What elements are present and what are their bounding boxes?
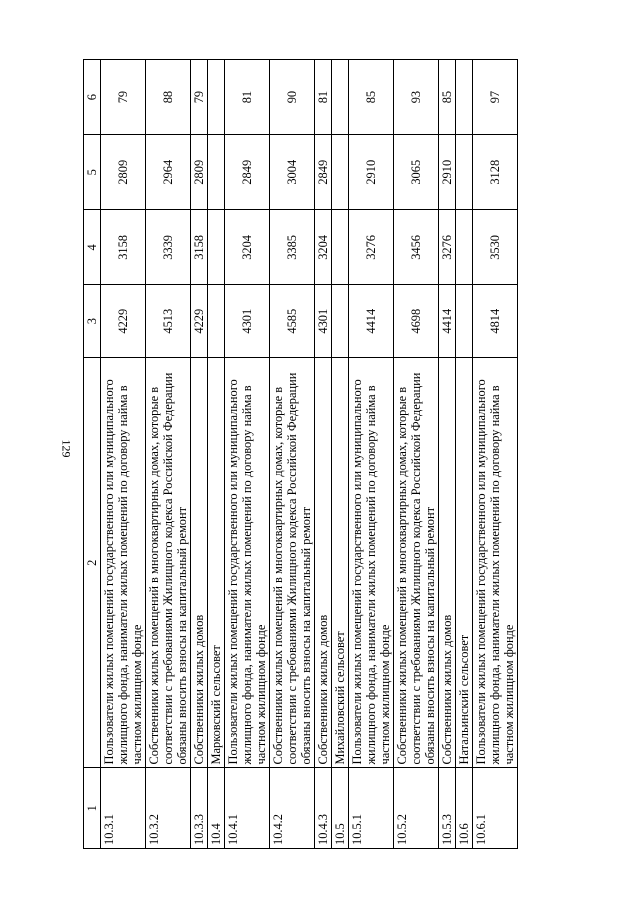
row-description-cell: Марковский сельсовет — [208, 357, 225, 768]
row-value-col3 — [208, 285, 225, 357]
row-value-col3: 4513 — [146, 285, 191, 357]
row-value-col5: 2964 — [146, 135, 191, 210]
row-value-col4: 3276 — [349, 210, 394, 285]
row-code-cell: 10.4.3 — [315, 768, 332, 849]
row-value-col5 — [208, 135, 225, 210]
row-description-cell: Собственники жилых помещений в многоквартирных домах, которые в соответствии с требованиями Жилищного кодекса Российской Федерации обязаны вносить взносы на капитальный ремонт — [394, 357, 439, 768]
row-code-cell: 10.3.2 — [146, 768, 191, 849]
header-cell: 2 — [84, 357, 101, 768]
row-code-cell: 10.5.2 — [394, 768, 439, 849]
row-value-col3: 4414 — [439, 285, 456, 357]
row-value-col6: 85 — [439, 60, 456, 135]
row-code-cell: 10.6.1 — [473, 768, 518, 849]
row-value-col6: 93 — [394, 60, 439, 135]
row-value-col4: 3158 — [101, 210, 146, 285]
table-row — [270, 60, 315, 849]
row-value-col6: 88 — [146, 60, 191, 135]
row-value-col6: 85 — [349, 60, 394, 135]
row-value-col5: 2849 — [315, 135, 332, 210]
row-description-cell: Собственники жилых помещений в многоквартирных домах, которые в соответствии с требованиями Жилищного кодекса Российской Федерации обязаны вносить взносы на капитальный ремонт — [270, 357, 315, 768]
row-value-col4: 3339 — [146, 210, 191, 285]
table-row — [332, 60, 349, 849]
row-value-col5 — [332, 135, 349, 210]
row-value-col3: 4698 — [394, 285, 439, 357]
header-cell: 3 — [84, 285, 101, 357]
row-description-cell: Пользователи жилых помещений государственного или муниципального жилищного фонда, наниматели жилых помещений по договору найма в частном жилищном фонде — [101, 357, 146, 768]
row-value-col3: 4229 — [191, 285, 208, 357]
row-value-col6 — [332, 60, 349, 135]
row-value-col5: 2910 — [439, 135, 456, 210]
row-value-col5: 3065 — [394, 135, 439, 210]
row-value-col4: 3204 — [315, 210, 332, 285]
row-value-col4: 3456 — [394, 210, 439, 285]
row-value-col3: 4229 — [101, 285, 146, 357]
row-code-cell: 10.4.2 — [270, 768, 315, 849]
header-cell: 6 — [84, 60, 101, 135]
row-value-col3: 4301 — [315, 285, 332, 357]
row-description-cell: Пользователи жилых помещений государственного или муниципального жилищного фонда, наниматели жилых помещений по договору найма в частном жилищном фонде — [473, 357, 518, 768]
table-row — [146, 60, 191, 849]
table-row — [349, 60, 394, 849]
table-row — [473, 60, 518, 849]
row-description-cell: Собственники жилых помещений в многоквартирных домах, которые в соответствии с требованиями Жилищного кодекса Российской Федерации обязаны вносить взносы на капитальный ремонт — [146, 357, 191, 768]
row-code-cell: 10.4 — [208, 768, 225, 849]
table-row — [456, 60, 473, 849]
row-value-col3: 4301 — [225, 285, 270, 357]
row-value-col6: 79 — [101, 60, 146, 135]
row-value-col3 — [456, 285, 473, 357]
row-value-col6: 81 — [225, 60, 270, 135]
row-value-col4: 3530 — [473, 210, 518, 285]
row-value-col5: 2809 — [191, 135, 208, 210]
row-description-cell: Пользователи жилых помещений государственного или муниципального жилищного фонда, наниматели жилых помещений по договору найма в частном жилищном фонде — [225, 357, 270, 768]
row-value-col4: 3385 — [270, 210, 315, 285]
row-value-col5: 2910 — [349, 135, 394, 210]
table-row — [315, 60, 332, 849]
row-code-cell: 10.5 — [332, 768, 349, 849]
row-code-cell: 10.4.1 — [225, 768, 270, 849]
row-value-col5: 3128 — [473, 135, 518, 210]
row-description-cell: Собственники жилых домов — [439, 357, 456, 768]
row-description-cell: Собственники жилых домов — [315, 357, 332, 768]
row-description-cell: Собственники жилых домов — [191, 357, 208, 768]
row-description-cell: Натальинский сельсовет — [456, 357, 473, 768]
tariff-table — [83, 59, 518, 849]
row-code-cell: 10.5.3 — [439, 768, 456, 849]
row-value-col3: 4414 — [349, 285, 394, 357]
row-value-col6 — [456, 60, 473, 135]
row-value-col3 — [332, 285, 349, 357]
row-value-col3: 4814 — [473, 285, 518, 357]
row-value-col6: 79 — [191, 60, 208, 135]
row-value-col5 — [456, 135, 473, 210]
row-code-cell: 10.6 — [456, 768, 473, 849]
row-value-col4: 3276 — [439, 210, 456, 285]
row-value-col6: 90 — [270, 60, 315, 135]
header-cell: 4 — [84, 210, 101, 285]
row-value-col4: 3158 — [191, 210, 208, 285]
row-value-col5: 3004 — [270, 135, 315, 210]
row-value-col4 — [456, 210, 473, 285]
table-header-row — [84, 60, 101, 849]
rotated-page-content — [83, 59, 529, 849]
table-row — [191, 60, 208, 849]
row-value-col3: 4585 — [270, 285, 315, 357]
row-description-cell: Михайловский сельсовет — [332, 357, 349, 768]
row-code-cell: 10.3.1 — [101, 768, 146, 849]
page-number: 129 — [59, 439, 74, 458]
row-value-col5: 2809 — [101, 135, 146, 210]
row-value-col4 — [208, 210, 225, 285]
table-row — [439, 60, 456, 849]
row-code-cell: 10.5.1 — [349, 768, 394, 849]
table-row — [208, 60, 225, 849]
row-value-col4: 3204 — [225, 210, 270, 285]
row-value-col4 — [332, 210, 349, 285]
row-value-col5: 2849 — [225, 135, 270, 210]
row-code-cell: 10.3.3 — [191, 768, 208, 849]
table-row — [101, 60, 146, 849]
row-description-cell: Пользователи жилых помещений государственного или муниципального жилищного фонда, наниматели жилых помещений по договору найма в частном жилищном фонде — [349, 357, 394, 768]
header-cell: 5 — [84, 135, 101, 210]
table-row — [225, 60, 270, 849]
table-body — [101, 60, 518, 849]
header-cell: 1 — [84, 768, 101, 849]
row-value-col6: 97 — [473, 60, 518, 135]
row-value-col6: 81 — [315, 60, 332, 135]
row-value-col6 — [208, 60, 225, 135]
table-row — [394, 60, 439, 849]
